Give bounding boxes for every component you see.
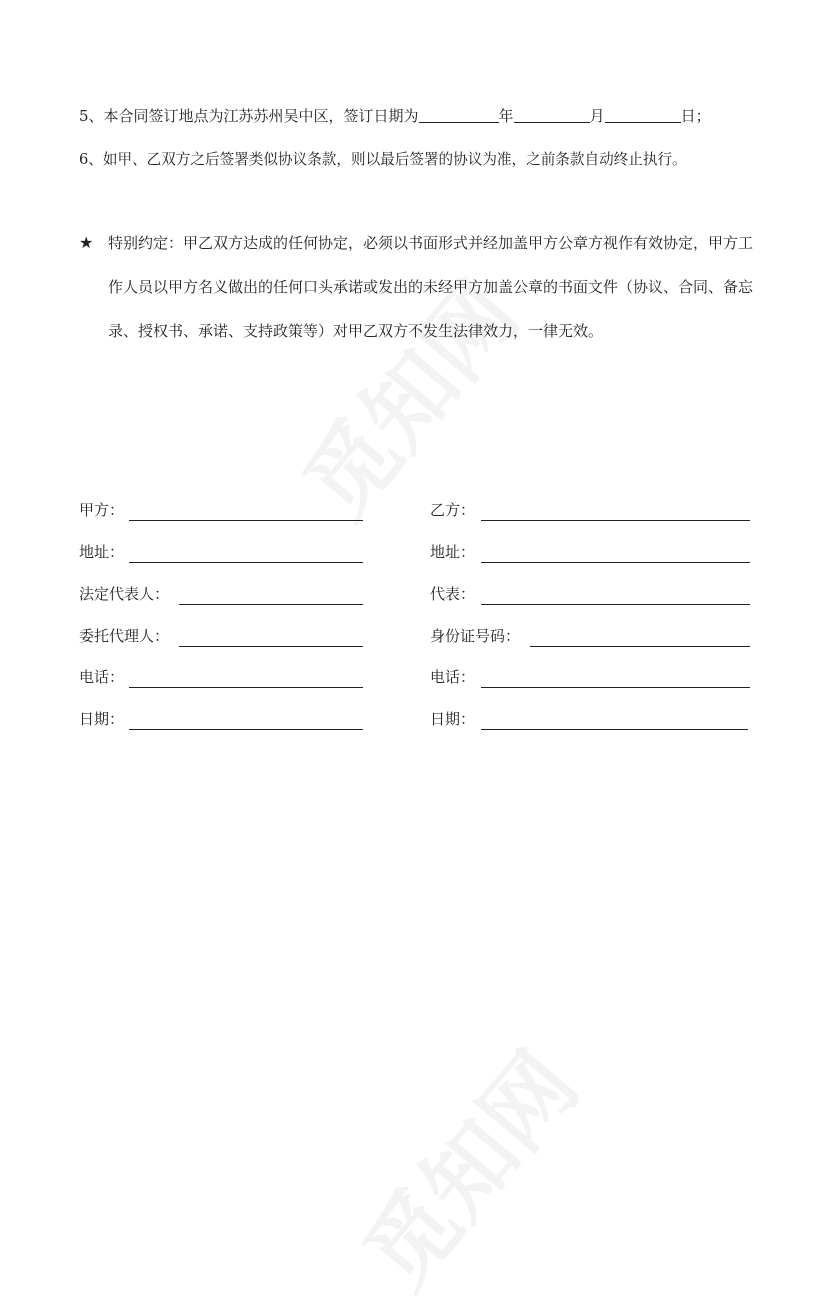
special-agreement: [79, 232, 759, 353]
party-a-address: [79, 542, 124, 562]
party-a-phone-field[interactable]: [129, 686, 363, 688]
watermark-bottom: [328, 1020, 601, 1310]
party-b-address-label: 地址：: [430, 543, 476, 561]
party-a-agent-label: 委托代理人：: [79, 627, 170, 645]
party-a-address-label: 地址：: [79, 543, 125, 561]
star-icon: ★: [79, 233, 94, 252]
day-label: 日；: [680, 107, 711, 125]
party-a-date-label: 日期：: [79, 710, 125, 728]
party-a-legal-rep: [79, 584, 169, 604]
party-b-date-label: 日期：: [430, 710, 476, 728]
party-b-phone-field[interactable]: [481, 686, 750, 688]
party-b-id-label: 身份证号码：: [430, 627, 521, 645]
party-b-address-field[interactable]: [481, 561, 750, 563]
party-b-rep-label: 代表：: [430, 585, 476, 603]
year-label: 年: [498, 107, 514, 125]
party-b-id: [430, 626, 520, 646]
party-a-legal-rep-field[interactable]: [179, 603, 363, 605]
party-b-name-label: 乙方：: [430, 501, 476, 519]
party-a-date: [79, 709, 124, 729]
clause-6: 6、如甲、乙双方之后签署类似协议条款，则以最后签署的协议为准，之前条款自动终止执行。: [79, 151, 687, 168]
party-b-id-field[interactable]: [530, 645, 750, 647]
party-a-legal-rep-label: 法定代表人：: [79, 585, 170, 603]
party-b-rep-field[interactable]: [481, 603, 750, 605]
day-blank[interactable]: [605, 106, 681, 123]
special-agreement-text: 特别约定：甲乙双方达成的任何协定，必须以书面形式并经加盖甲方公章方视作有效协定，甲方工作人员以甲方名义做出的任何口头承诺或发出的未经甲方加盖公章的书面文件（协议、合同、备忘录、授权书、承诺、支持政策等）对甲乙双方不发生法律效力，一律无效。: [108, 234, 754, 340]
party-a-phone: [79, 667, 124, 687]
party-b-date-field[interactable]: [481, 728, 748, 730]
party-a-address-field[interactable]: [129, 561, 363, 563]
party-a-phone-label: 电话：: [79, 668, 125, 686]
party-b-date: [430, 709, 475, 729]
party-b-phone-label: 电话：: [430, 668, 476, 686]
month-label: 月: [589, 107, 605, 125]
party-a-name: [79, 500, 124, 520]
party-b-rep: [430, 584, 475, 604]
party-b-address: [430, 542, 475, 562]
party-b-name: [430, 500, 475, 520]
party-a-name-label: 甲方：: [79, 501, 125, 519]
clause-5: [79, 106, 711, 126]
party-a-agent-field[interactable]: [179, 645, 363, 647]
party-a-name-field[interactable]: [129, 519, 363, 521]
party-b-phone: [430, 667, 475, 687]
party-a-agent: [79, 626, 169, 646]
clause-5-text: 5、本合同签订地点为江苏苏州吴中区，签订日期为: [79, 107, 419, 125]
year-blank[interactable]: [419, 106, 499, 123]
party-b-name-field[interactable]: [481, 519, 750, 521]
party-a-date-field[interactable]: [129, 728, 363, 730]
month-blank[interactable]: [514, 106, 590, 123]
